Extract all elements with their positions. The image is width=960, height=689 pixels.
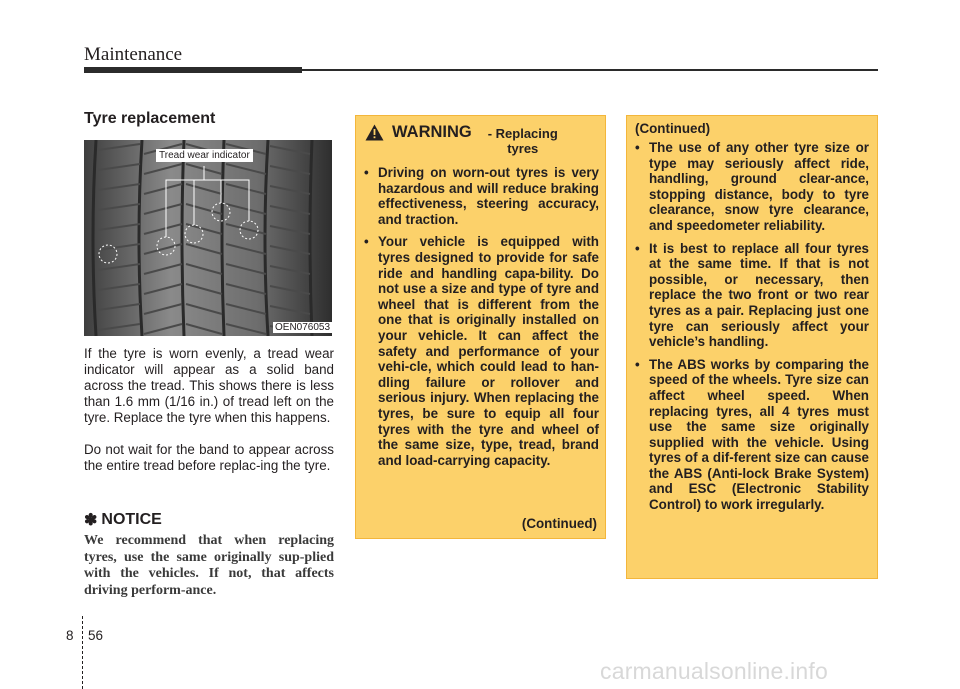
notice-text: We recommend that when replacing tyres, use the same originally sup-plied with the vehicles. If not, that affects driving perform-ance. [84, 533, 334, 598]
notice-title: NOTICE [101, 511, 162, 528]
watermark: carmanualsonline.info [600, 658, 828, 684]
warning-list [633, 140, 869, 520]
figure-code: OEN076053 [275, 322, 331, 333]
section-title: Tyre replacement [84, 110, 216, 127]
warning-item: • Driving on worn-out tyres is very hazardous and will reduce braking effectiveness, steering accuracy, and traction. [362, 165, 599, 227]
warning-triangle-icon [365, 124, 384, 141]
tyre-tread-drawing [84, 140, 332, 336]
warning-item: • The ABS works by comparing the speed of the wheels. Tyre size can affect wheel speed. When replacing tyres, all 4 tyres must use the same size originally supplied with the vehicle. Using tyres of a dif-ferent size can cause the ABS (Anti-lock Brake System) and ESC (Electronic Stability Control) to work irregularly. [633, 357, 869, 513]
header-rule-thick [84, 67, 302, 73]
tread-wear-indicator-callout: Tread wear indicator [156, 149, 253, 162]
notice-star-icon: ✽ [84, 512, 98, 529]
warning-item: • The use of any other tyre size or type may seriously affect ride, handling, ground clear-ance, stopping distance, body to tyre clearance, snow tyre clearance, and speedometer reliability. [633, 140, 869, 234]
continued-label: (Continued) [635, 121, 711, 136]
warning-continued-box [626, 115, 878, 579]
body-paragraph: If the tyre is worn evenly, a tread wear indicator will appear as a solid band across the tread. This shows there is less than 1.6 mm (1/16 in.) of tread left on the tyre. Replace the tyre when this happens. [84, 346, 334, 426]
body-paragraph: Do not wait for the band to appear across the entire tread before replac-ing the tyre. [84, 442, 334, 474]
warning-item: • It is best to replace all four tyres at the same time. If that is not possible, or necessary, then replace the two front or two rear tyres as a pair. Replacing just one tyre can seriously affect your vehicle’s handling. [633, 241, 869, 350]
continued-label: (Continued) [521, 516, 597, 531]
warning-subtitle: - Replacing tyres [487, 126, 558, 156]
warning-heading [392, 123, 568, 156]
notice-heading [84, 510, 162, 530]
chapter-number: 8 [66, 628, 74, 643]
header-rule-thin [302, 69, 878, 71]
tyre-tread-illustration [84, 140, 332, 336]
header-title: Maintenance [84, 44, 183, 65]
warning-item: • Your vehicle is equipped with tyres designed to provide for safe ride and handling capa-bility. Do not use a size and type of tyre and wheel that is different from the one that is originally installed on your vehicle. It can affect the safety and performance of your vehi-cle, which could lead to han-dling failure or rollover and serious injury. When replacing the tyres, be sure to equip all four tyres with the tyre and wheel of the same size, type, tread, brand and load-carrying capacity. [362, 234, 599, 468]
warning-box [355, 115, 606, 539]
page-number-divider [82, 616, 83, 689]
warning-list [362, 165, 599, 475]
page-number: 56 [88, 628, 104, 643]
warning-word: WARNING [392, 123, 472, 141]
